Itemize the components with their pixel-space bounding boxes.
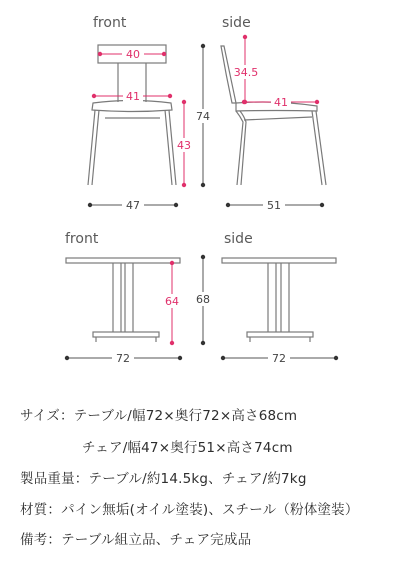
table-front-dimensions (65, 255, 213, 365)
chair-seat-height-label: 43 (177, 139, 191, 152)
chair-seat-depth-label: 41 (274, 96, 288, 109)
spec-size-chair: チェア/幅47×奥行51×高さ74cm (82, 440, 293, 456)
chair-back-width-label: 40 (126, 48, 140, 61)
table-side-label: side (224, 231, 253, 247)
chair-front-label: front (93, 15, 127, 31)
chair-total-height-label: 74 (196, 110, 210, 123)
spec-weight: 製品重量：テーブル/約14.5kg、チェア/約7kg (20, 471, 307, 487)
table-height-label: 68 (196, 293, 210, 306)
chair-seat-width-label: 41 (126, 90, 140, 103)
spec-material: 材質：パイン無垢(オイル塗装)、スチール（粉体塗装） (20, 502, 359, 518)
table-inner-height-label: 64 (165, 295, 179, 308)
table-front-base (93, 332, 159, 337)
chair-overall-width-label: 47 (126, 199, 140, 212)
chair-side-label: side (222, 15, 251, 31)
table-side-base (247, 332, 313, 337)
table-side-view (222, 231, 336, 342)
chair-side-dimensions (226, 35, 324, 212)
table-front-label: front (65, 231, 99, 247)
table-depth-label: 72 (272, 352, 286, 365)
spec-notes: 備考：テーブル組立品、チェア完成品 (20, 532, 252, 548)
table-side-dimensions (221, 351, 338, 365)
table-front-top (66, 258, 180, 263)
table-side-top (222, 258, 336, 263)
chair-front-dimensions (88, 44, 213, 212)
chair-back-height-label: 34.5 (233, 66, 259, 79)
chair-overall-depth-label: 51 (267, 199, 281, 212)
table-front-view (65, 231, 180, 342)
table-width-label: 72 (116, 352, 130, 365)
spec-size-table: サイズ：テーブル/幅72×奥行72×高さ68cm (20, 408, 298, 424)
